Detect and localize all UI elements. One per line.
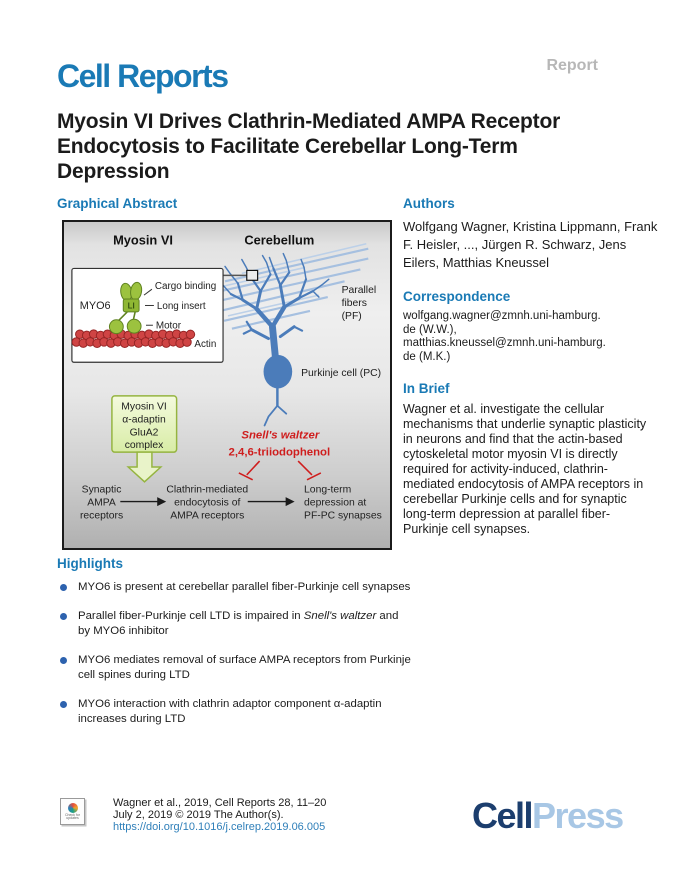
check-for-updates-badge[interactable] — [60, 798, 85, 825]
graphical-abstract-svg — [64, 222, 390, 548]
graphical-abstract-figure — [62, 220, 392, 550]
in-brief-text: Wagner et al. investigate the cellular mechanisms that underlie synaptic plasticity in neurons and find that the actin-based cytoskeletal motor myosin VI is directly required for activity-induced, clathrin-mediated endocytosis of AMPA receptors in cerebellar Purkinje cells and for synaptic long-term depression at parallel fiber-Purkinje cell synapses. — [403, 402, 647, 536]
complex-box-line-1: Myosin VI — [121, 401, 167, 413]
flow-step2-line1: Clathrin-mediated — [166, 484, 249, 496]
flow-step1-line1: Synaptic — [81, 484, 122, 496]
correspondence-line[interactable]: de (W.W.), — [403, 323, 457, 336]
info-column — [403, 196, 658, 537]
highlight-item — [57, 697, 413, 728]
correspondence-line[interactable]: wolfgang.wagner@zmnh.uni-hamburg. — [403, 310, 601, 322]
citation-line-1: Wagner et al., 2019, Cell Reports 28, 11–20 — [113, 797, 327, 809]
long-insert-tag: LI — [127, 301, 135, 311]
journal-logo: Cell Reports — [57, 58, 228, 94]
bullet-icon — [60, 613, 67, 620]
bullet-icon — [60, 657, 67, 664]
inhibitor-label: 2,4,6-triiodophenol — [228, 446, 331, 459]
parallel-fibers-label-1: Parallel — [341, 285, 377, 297]
flow-step2-line3: AMPA receptors — [170, 510, 245, 522]
cellpress-logo-cell: Cell — [472, 795, 533, 836]
figure-right-title: Cerebellum — [244, 232, 315, 248]
crossmark-icon — [68, 803, 78, 813]
correspondence-line[interactable]: de (M.K.) — [403, 350, 451, 363]
correspondence-line[interactable]: matthias.kneussel@zmnh.uni-hamburg. — [403, 337, 606, 349]
doi-link[interactable]: https://doi.org/10.1016/j.celrep.2019.06.005 — [113, 821, 326, 833]
actin-label: Actin — [194, 338, 217, 350]
myo6-inset-box — [72, 268, 223, 362]
long-insert-label: Long insert — [156, 300, 206, 312]
myo6-label: MYO6 — [79, 299, 111, 312]
badge-label: Check for updates — [65, 812, 80, 820]
highlight-text: MYO6 is present at cerebellar parallel fiber-Purkinje cell synapses — [78, 581, 411, 593]
cellpress-logo-press: Press — [532, 795, 623, 836]
correspondence-heading: Correspondence — [403, 289, 511, 304]
flow-step3-line2: depression at — [304, 497, 367, 509]
highlight-text: Parallel fiber-Purkinje cell LTD is impaired in Snell's waltzer and by MYO6 inhibitor — [78, 609, 399, 637]
highlight-item — [57, 653, 413, 684]
flow-step2-line2: endocytosis of — [174, 497, 241, 509]
article-title: Myosin VI Drives Clathrin-Mediated AMPA Receptor Endocytosis to Facilitate Cerebellar Long-Term Depression — [57, 110, 561, 183]
highlight-text: MYO6 mediates removal of surface AMPA receptors from Purkinje cell spines during LTD — [78, 653, 411, 681]
correspondence-emails[interactable] — [403, 310, 658, 364]
highlights-heading: Highlights — [57, 556, 123, 571]
authors-heading: Authors — [403, 196, 455, 211]
bullet-icon — [60, 584, 67, 591]
in-brief-heading: In Brief — [403, 381, 450, 396]
complex-box-line-4: complex — [124, 440, 164, 452]
parallel-fibers-label-2: fibers — [341, 297, 367, 309]
highlight-item — [57, 580, 413, 596]
complex-box-line-3: GluA2 — [129, 427, 159, 439]
cargo-binding-label: Cargo binding — [154, 281, 217, 293]
cellpress-logo — [472, 795, 623, 837]
highlights-section — [57, 556, 413, 741]
snells-waltzer-label: Snell's waltzer — [241, 429, 320, 442]
complex-box-line-2: α-adaptin — [122, 414, 166, 426]
flow-step3-line1: Long-term — [304, 484, 352, 496]
highlights-list — [57, 580, 413, 728]
citation-block — [113, 797, 326, 833]
figure-left-title: Myosin VI — [113, 232, 173, 248]
highlight-item — [57, 609, 413, 640]
authors-names: Wolfgang Wagner, Kristina Lippmann, Frank F. Heisler, ..., Jürgen R. Schwarz, Jens Eilers, Matthias Kneussel — [403, 219, 658, 270]
highlight-text: MYO6 interaction with clathrin adaptor component α-adaptin increases during LTD — [78, 697, 382, 725]
flow-step1-line3: receptors — [79, 510, 124, 522]
flow-step1-line2: AMPA — [87, 497, 116, 509]
graphical-abstract-heading: Graphical Abstract — [57, 196, 178, 211]
purkinje-cell-label: Purkinje cell (PC) — [301, 368, 382, 380]
bullet-icon — [60, 701, 67, 708]
motor-label: Motor — [155, 320, 182, 332]
citation-line-2: July 2, 2019 © 2019 The Author(s). — [113, 809, 284, 821]
flow-step3-line3: PF-PC synapses — [304, 510, 382, 522]
parallel-fibers-label-3: (PF) — [341, 310, 362, 322]
purkinje-soma — [264, 355, 293, 389]
synapse-marker-square — [247, 270, 258, 280]
article-type-label: Report — [546, 57, 598, 74]
